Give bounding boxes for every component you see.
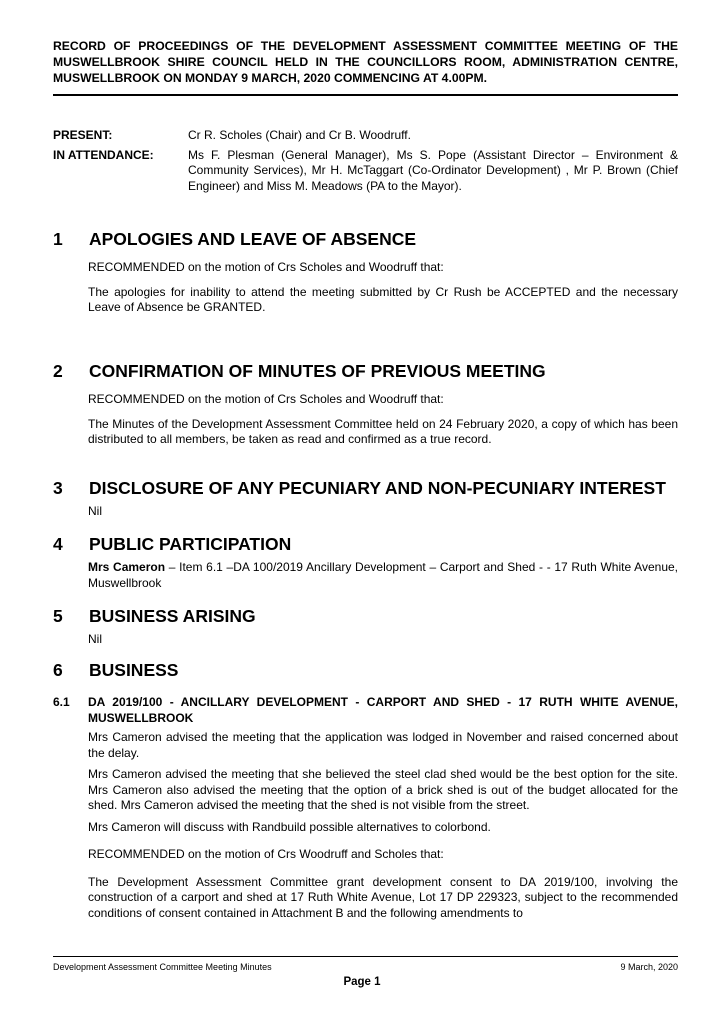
paragraph: Mrs Cameron advised the meeting that the application was lodged in November and raised concerned about the delay. (88, 730, 678, 760)
speaker-name: Mrs Cameron (88, 560, 166, 574)
page-number: Page 1 (343, 976, 381, 988)
attendance-block (53, 128, 678, 198)
attendance-label: IN ATTENDANCE: (53, 147, 154, 162)
footer-document-title: Development Assessment Committee Meeting Minutes (53, 962, 272, 972)
paragraph: RECOMMENDED on the motion of Crs Woodruff and Scholes that: (88, 847, 444, 861)
paragraph: RECOMMENDED on the motion of Crs Scholes and Woodruff that: (88, 260, 444, 274)
section-body (88, 560, 678, 591)
subsection-body (88, 730, 678, 921)
section-title: BUSINESS (89, 660, 179, 680)
paragraph: Nil (88, 504, 102, 518)
section-heading (53, 605, 678, 627)
section-body (88, 504, 678, 520)
section-title: APOLOGIES AND LEAVE OF ABSENCE (89, 229, 417, 249)
paragraph: Mrs Cameron advised the meeting that she believed the steel clad shed would be the best option for the site. Mrs Cameron also advised the meeting that the option of a brick shed is out of the budget allocated for the shed. Mrs Cameron advised the meeting that the shed is not visible from the street. (88, 767, 678, 812)
subsection-title: DA 2019/100 - ANCILLARY DEVELOPMENT - CARPORT AND SHED - 17 RUTH WHITE AVENUE, MUSWELLBROOK (88, 695, 678, 725)
section-confirmation-minutes (53, 360, 678, 457)
section-number: 6 (53, 660, 63, 680)
section-business (53, 659, 678, 681)
section-public-participation (53, 533, 678, 600)
section-number: 4 (53, 534, 63, 554)
section-body (88, 260, 678, 316)
present-value: Cr R. Scholes (Chair) and Cr B. Woodruff. (188, 128, 411, 142)
header-divider (53, 94, 678, 96)
speaker-item: – Item 6.1 –DA 100/2019 Ancillary Development – Carport and Shed - - 17 Ruth White Avenue, Muswellbrook (88, 560, 679, 590)
paragraph: Mrs Cameron will discuss with Randbuild possible alternatives to colorbond. (88, 819, 491, 834)
footer (53, 962, 678, 972)
section-number: 1 (53, 229, 63, 249)
subsection-heading (53, 695, 678, 726)
footer-date: 9 March, 2020 (620, 962, 678, 972)
section-heading (53, 659, 678, 681)
attendance-value: Ms F. Plesman (General Manager), Ms S. Pope (Assistant Director – Environment & Community Services), Mr H. McTaggart (Co-Ordinator Development) , Mr P. Brown (Chief Engineer) and Miss M. Meadows (PA to the Mayor). (188, 147, 678, 193)
paragraph: RECOMMENDED on the motion of Crs Scholes and Woodruff that: (88, 392, 444, 406)
present-label: PRESENT: (53, 128, 113, 142)
paragraph: The apologies for inability to attend the meeting submitted by Cr Rush be ACCEPTED and the necessary Leave of Absence be GRANTED. (88, 284, 678, 314)
section-heading (53, 477, 678, 499)
paragraph (88, 560, 678, 591)
subsection-number: 6.1 (53, 695, 70, 709)
section-number: 2 (53, 361, 63, 381)
section-apologies (53, 228, 678, 325)
section-heading (53, 228, 678, 250)
attendance-row (53, 148, 678, 195)
section-disclosure-interest (53, 477, 678, 529)
section-number: 5 (53, 606, 63, 626)
paragraph: Nil (88, 632, 102, 646)
section-body (88, 632, 678, 648)
section-title: BUSINESS ARISING (89, 606, 256, 626)
section-body (88, 392, 678, 448)
meeting-record-title: RECORD OF PROCEEDINGS OF THE DEVELOPMENT ASSESSMENT COMMITTEE MEETING OF THE MUSWELLBROOK SHIRE COUNCIL HELD IN THE COUNCILLORS ROOM, ADMINISTRATION CENTRE, MUSWELLBROOK ON MONDAY 9 MARCH, 2020 COMMENCING AT 4.00PM. (53, 39, 678, 85)
section-heading (53, 360, 678, 382)
section-title: CONFIRMATION OF MINUTES OF PREVIOUS MEETING (89, 361, 546, 381)
present-row (53, 128, 678, 144)
section-number: 3 (53, 478, 63, 498)
subsection-da-2019-100 (53, 695, 678, 930)
paragraph: The Minutes of the Development Assessment Committee held on 24 February 2020, a copy of which has been distributed to all members, be taken as read and confirmed as a true record. (88, 416, 678, 446)
section-title: PUBLIC PARTICIPATION (89, 534, 292, 554)
section-title: DISCLOSURE OF ANY PECUNIARY AND NON-PECUNIARY INTEREST (89, 478, 666, 498)
paragraph: The Development Assessment Committee grant development consent to DA 2019/100, involving the construction of a carport and shed at 17 Ruth White Avenue, Lot 17 DP 229323, subject to the recommended conditions of consent contained in Attachment B and the following amendments to (88, 874, 678, 920)
section-business-arising (53, 605, 678, 657)
footer-divider (53, 956, 678, 957)
section-heading (53, 533, 678, 555)
